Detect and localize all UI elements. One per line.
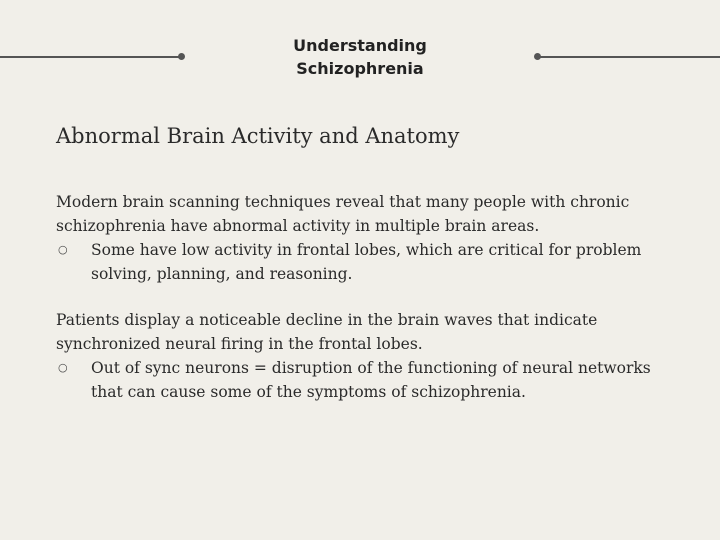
bullet-item: [56, 238, 656, 286]
bullet-text: Out of sync neurons = disruption of the functioning of neural networks that can cause some of the symptoms of schizophrenia.: [91, 359, 651, 401]
paragraph: Patients display a noticeable decline in the brain waves that indicate synchronized neural firing in the frontal lobes.: [56, 311, 598, 353]
content-block-1: [56, 190, 656, 286]
header-rule-right: [538, 56, 720, 58]
section-heading: Abnormal Brain Activity and Anatomy: [56, 124, 460, 148]
header-rule-left: [0, 56, 182, 58]
slide-title: Understanding Schizophrenia: [293, 36, 427, 78]
circle-bullet-icon: ○: [58, 361, 68, 374]
bullet-text: Some have low activity in frontal lobes, which are critical for problem solving, planning, and reasoning.: [91, 241, 642, 283]
header-dot-left: [178, 53, 185, 60]
bullet-item: [56, 356, 656, 404]
content-block-2: [56, 308, 656, 404]
paragraph: Modern brain scanning techniques reveal that many people with chronic schizophrenia have abnormal activity in multiple brain areas.: [56, 193, 630, 235]
circle-bullet-icon: ○: [58, 243, 68, 256]
